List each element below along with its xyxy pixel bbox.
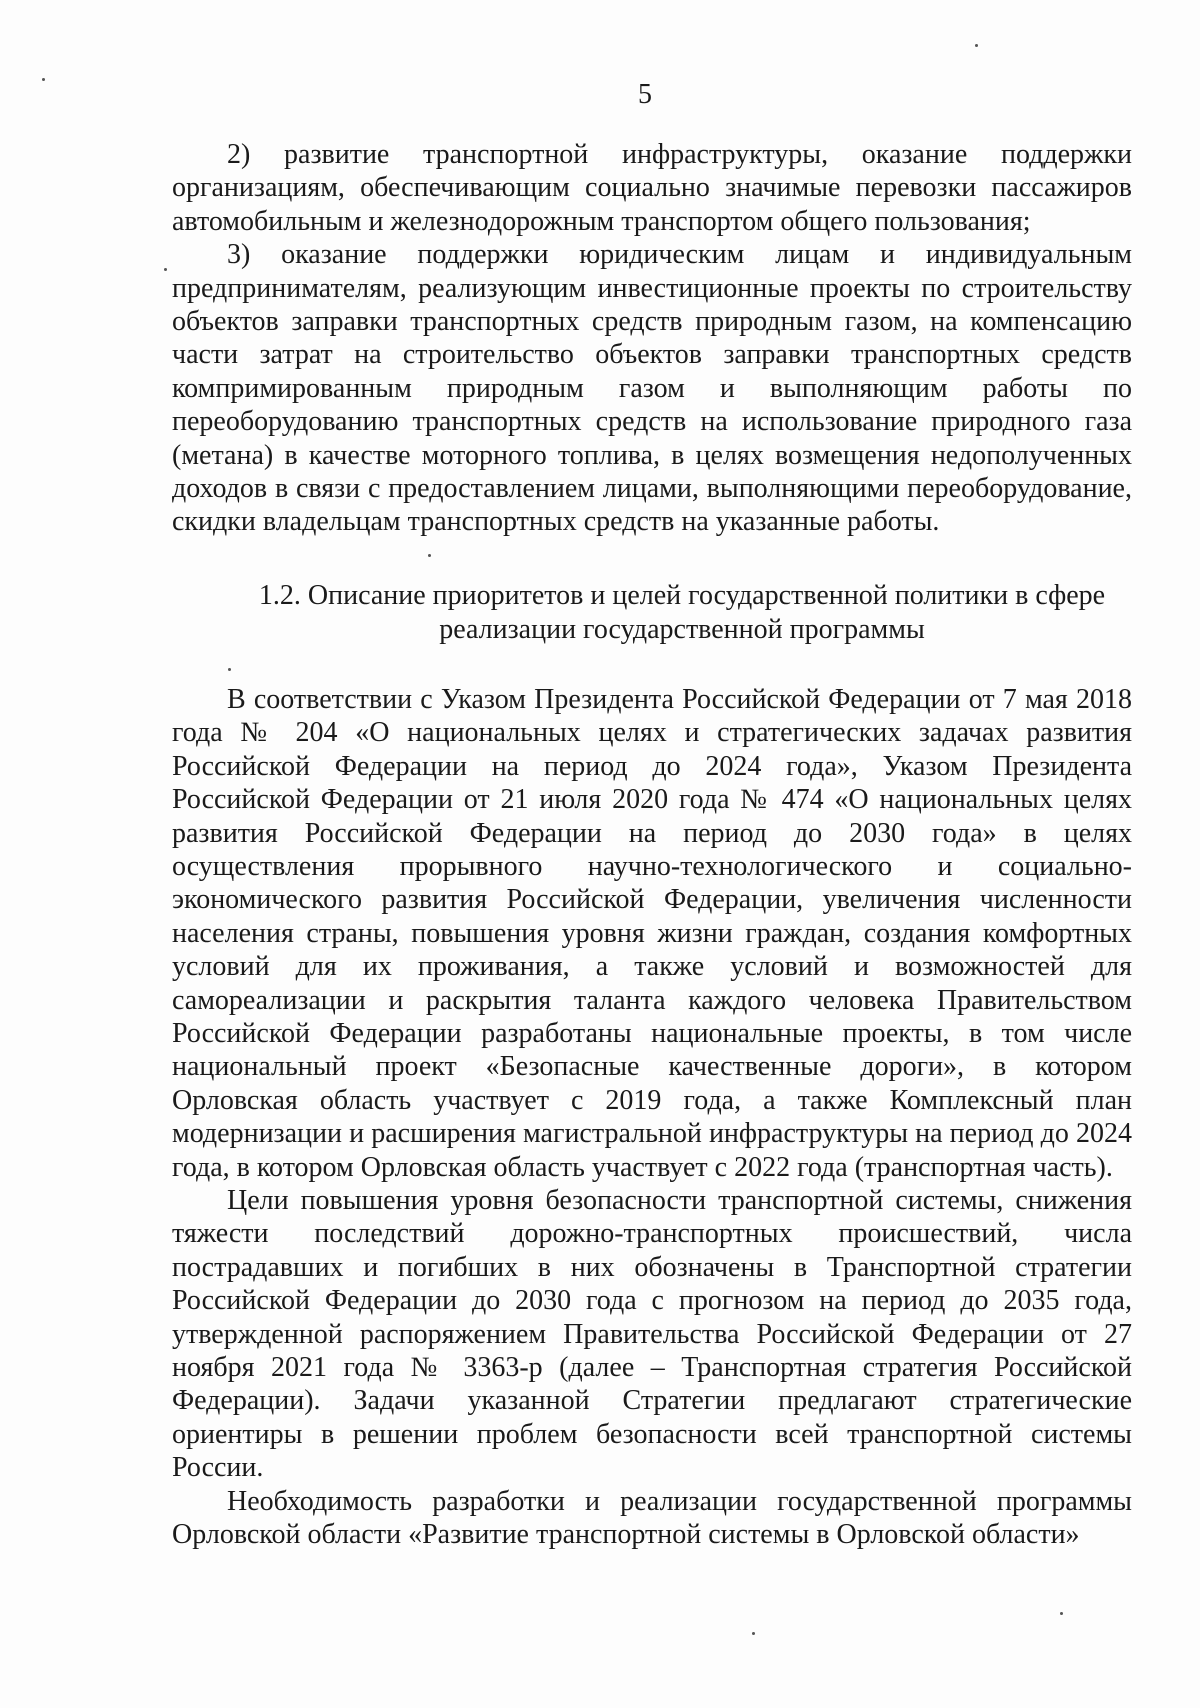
section-heading: 1.2. Описание приоритетов и целей государственной политики в сфере реализации государственной программы	[258, 579, 1106, 645]
scan-speck	[428, 554, 431, 557]
page-number: 5	[638, 79, 652, 110]
scan-speck	[752, 1632, 755, 1635]
scan-speck	[164, 268, 167, 271]
paragraph-national-goals: В соответствии с Указом Президента Российской Федерации от 7 мая 2018 года № 204 «О национальных целях и стратегических задачах развития Российской Федерации на период до 2024 года», Указом Президента Российской Федерации от 21 июля 2020 года № 474 «О национальных целях развития Российской Федерации на период до 2030 года» в целях осуществления прорывного научно-технологического и социально-экономического развития Российской Федерации, увеличения численности населения страны, повышения уровня жизни граждан, создания комфортных условий для их проживания, а также условий и возможностей для самореализации и раскрытия таланта каждого человека Правительством Российской Федерации разработаны национальные проекты, в том числе национальный проект «Безопасные качественные дороги», в котором Орловская область участвует с 2019 года, а также Комплексный план модернизации и расширения магистральной инфраструктуры на период до 2024 года, в котором Орловская область участвует с 2022 года (транспортная часть).	[172, 683, 1132, 1183]
paragraph-transport-strategy: Цели повышения уровня безопасности транспортной системы, снижения тяжести последствий дорожно-транспортных происшествий, числа пострадавших и погибших в них обозначены в Транспортной стратегии Российской Федерации до 2030 года с прогнозом на период до 2035 года, утвержденной распоряжением Правительства Российской Федерации от 27 ноября 2021 года № 3363-р (далее – Транспортная стратегия Российской Федерации). Задачи указанной Стратегии предлагают стратегические ориентиры в решении проблем безопасности всей транспортной системы России.	[172, 1184, 1132, 1484]
paragraph-item-3: 3) оказание поддержки юридическим лицам и индивидуальным предпринимателям, реализующим инвестиционные проекты по строительству объектов заправки транспортных средств природным газом, на компенсацию части затрат на строительство объектов заправки транспортных средств компримированным природным газом и выполняющим работы по переоборудованию транспортных средств на использование природного газа (метана) в качестве моторного топлива, в целях возмещения недополученных доходов в связи с предоставлением лицами, выполняющими переоборудование, скидки владельцам транспортных средств на указанные работы.	[172, 239, 1132, 538]
document-body	[172, 138, 1132, 1551]
paragraph-program-necessity: Необходимость разработки и реализации государственной программы Орловской области «Развитие транспортной системы в Орловской области»	[172, 1485, 1132, 1551]
scan-speck	[975, 44, 978, 47]
paragraph-item-2: 2) развитие транспортной инфраструктуры, оказание поддержки организациям, обеспечивающим социально значимые перевозки пассажиров автомобильным и железнодорожным транспортом общего пользования;	[172, 139, 1132, 237]
scan-speck	[1060, 1612, 1063, 1615]
scan-speck	[42, 78, 45, 81]
scan-speck	[228, 668, 231, 671]
